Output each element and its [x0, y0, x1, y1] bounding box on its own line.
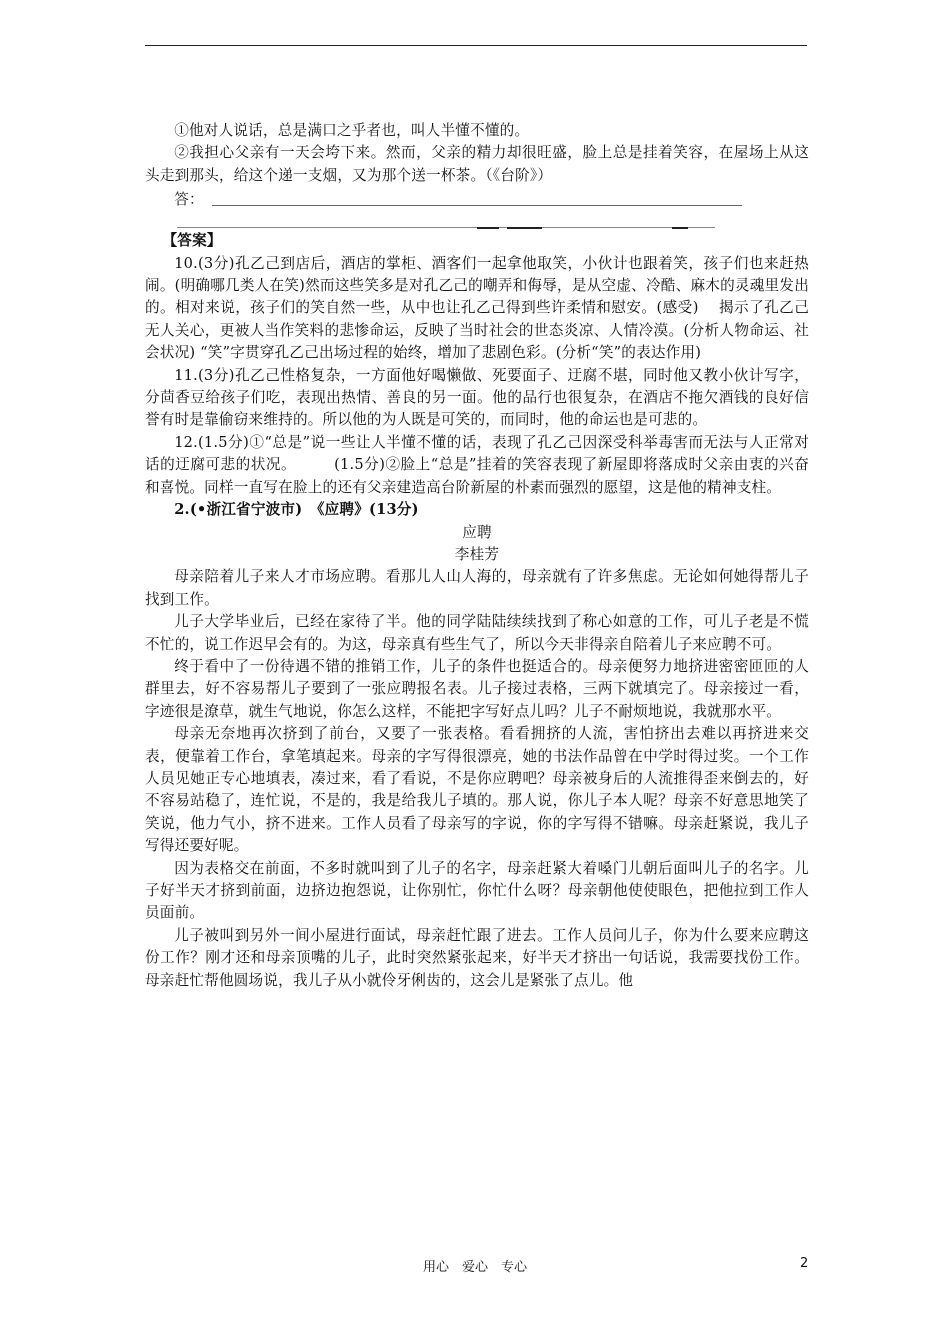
answer-11: 11.(3分)孔乙己性格复杂，一方面他好喝懒做、死要面子、迂腐不堪，同时他又教小伙计写字，分茴香豆给孩子们吃，表现出热情、善良的另一面。他的品行也很复杂，在酒店不拖欠酒钱的良好信誉有时是靠偷窃来维持的。所以他的为人既是可笑的，而同时，他的命运也是可悲的。	[145, 366, 809, 429]
document-body	[145, 120, 809, 992]
story-paragraph: 母亲无奈地再次挤到了前台，又要了一张表格。看看拥挤的人流，害怕挤出去难以再挤进来交表，便靠着工作台，拿笔填起来。母亲的字写得很漂亮，她的书法作品曾在中学时得过奖。一个工作人员见她正专心地填表，凑过来，看了看说，不是你应聘吧？母亲被身后的人流推得歪来倒去的，好不容易站稳了，连忙说，不是的，我是给我儿子填的。那人说，你儿子本人呢？母亲不好意思地笑了笑说，他力气小，挤不进来。工作人员看了母亲写的字说，你的字写得不错嘛。母亲赶紧说，我儿子写得还要好呢。	[145, 725, 809, 855]
line-mark	[477, 227, 499, 229]
line-mark	[672, 227, 688, 229]
question-line-2: ②我担心父亲有一天会垮下来。然而，父亲的精力却很旺盛，脸上总是挂着笑容，在屋场上从这头走到那头，给这个递一支烟，又为那个送一杯茶。（《台阶》）	[145, 144, 809, 184]
footer-slogan: 用心 爱心 专心	[422, 1260, 527, 1275]
answer-second-line	[177, 213, 715, 228]
answer-underline	[212, 205, 742, 206]
answer-prompt: 答：	[174, 191, 204, 209]
answer-blank	[145, 187, 809, 213]
answer-10: 10.(3分)孔乙己到店后，酒店的掌柜、酒客们一起拿他取笑，小伙计也跟着笑，孩子们也来赶热闹。(明确哪几类人在笑)然而这些笑多是对孔乙己的嘲弄和侮辱，是从空虚、冷酷、麻木的灵魂里发出的。相对来说，孩子们的笑自然一些，从中也让孔乙己得到些许柔情和慰安。(感受) 揭示了孔乙己无人关心，更被人当作笑料的悲惨命运，反映了当时社会的世态炎凉、人情冷漠。(分析人物命运、社会状况) “笑”字贯穿孔乙己出场过程的始终，增加了悲剧色彩。(分析“笑”的表达作用)	[145, 254, 809, 362]
story-author: 李桂芳	[454, 545, 500, 563]
question-line-1: ①他对人说话，总是满口之乎者也，叫人半懂不懂的。	[174, 122, 530, 139]
story-paragraph: 终于看中了一份待遇不错的推销工作，儿子的条件也挺适合的。母亲便努力地挤进密密匝匝的人群里去，好不容易帮儿子要到了一张应聘报名表。儿子接过表格，三两下就填完了。母亲接过一看，字迹很是潦草，就生气地说，你怎么这样，不能把字写好点儿吗？儿子不耐烦地说，我就那水平。	[145, 657, 809, 720]
story-paragraph: 儿子大学毕业后，已经在家待了半。他的同学陆陆续续找到了称心如意的工作，可儿子老是不慌不忙的，说工作迟早会有的。为这，母亲真有些生气了，所以今天非得亲自陪着儿子来应聘不可。	[145, 613, 809, 653]
story-paragraph: 因为表格交在前面，不多时就叫到了儿子的名字，母亲赶紧大着嗓门儿朝后面叫儿子的名字。儿子好半天才挤到前面，边挤边抱怨说，让你别忙，你忙什么呀？母亲朝他使使眼色，把他拉到工作人员面前。	[145, 859, 809, 922]
answer-header: 【答案】	[162, 232, 222, 250]
section-header: 2.(•浙江省宁波市) 《应聘》(13分)	[174, 501, 419, 519]
story-paragraph: 母亲陪着儿子来人才市场应聘。看那儿人山人海的，母亲就有了许多焦虑。无论如何她得帮儿子找到工作。	[145, 568, 809, 608]
story-paragraph: 儿子被叫到另外一间小屋进行面试，母亲赶忙跟了进去。工作人员问儿子，你为什么要来应聘这份工作？刚才还和母亲顶嘴的儿子，此时突然紧张起来，好半天才挤出一句话说，我需要找份工作。母亲赶忙帮他圆场说，我儿子从小就伶牙俐齿的，这会儿是紧张了点儿。他	[145, 926, 809, 989]
header-rule	[145, 45, 807, 46]
line-mark	[507, 227, 542, 229]
story-title: 应聘	[462, 523, 492, 541]
answer-12: 12.(1.5分)①“总是”说一些让人半懂不懂的话，表现了孔乙己因深受科举毒害而无法与人正常对话的迂腐可悲的状况。 (1.5分)②脸上“总是”挂着的笑容表现了新屋即将落成时父亲由衷的兴奋和喜悦。同样一直写在脸上的还有父亲建造高台阶新屋的朴素而强烈的愿望，这是他的精神支柱。	[145, 433, 809, 496]
page-number: 2	[800, 1256, 809, 1271]
